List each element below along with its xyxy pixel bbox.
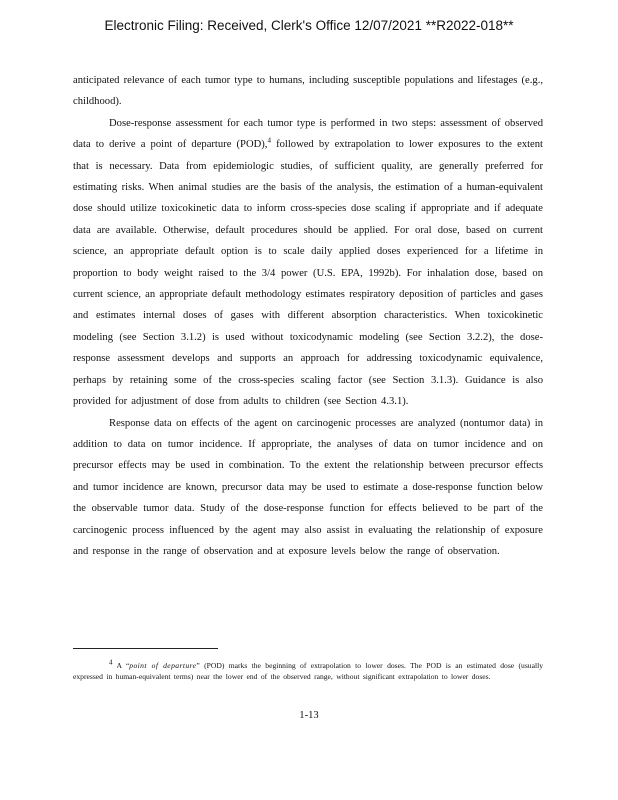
document-body	[73, 70, 543, 562]
footnote-term: point of departure	[129, 661, 197, 670]
footnote-text: A “	[112, 661, 130, 670]
footnote-divider	[73, 648, 218, 649]
paragraph-text: followed by extrapolation to lower exposures to the extent that is necessary. Data from epidemiologic studies, of sufficient quality, are generally preferred for estimating risks. When animal studies are the basis of the analysis, the estimation of a human-equivalent dose should utilize toxicokinetic data to inform cross-species dose scaling if appropriate and if adequate data are available. Otherwise, default procedures should be applied. For oral dose, based on current science, an appropriate default option is to scale daily applied doses experienced for a lifetime in proportion to body weight raised to the 3/4 power (U.S. EPA, 1992b). For inhalation dose, based on current science, an appropriate default methodology estimates respiratory deposition of particles and gases and estimates internal doses of gases with different absorption characteristics. When toxicokinetic modeling (see Section 3.1.2) is used without toxicodynamic modeling (see Section 3.2.2), the dose-response assessment develops and supports an approach for addressing toxicodynamic equivalence, perhaps by retaining some of the cross-species scaling factor (see Section 3.1.3). Guidance is also provided for adjustment of dose from adults to children (see Section 4.3.1).	[73, 139, 543, 408]
footnote-text: ” (POD) marks the beginning of extrapolation to lower doses. The POD is an estimated dose (usually expressed in human-equivalent terms) near the lower end of the observed range, without significant extrapolation to lower doses.	[73, 661, 543, 681]
paragraph-dose-response	[73, 113, 543, 413]
paragraph-text: Dose-response assessment for each tumor type is performed in two steps: assessment of observed data to derive a point of departure (POD),	[73, 117, 543, 151]
footnote	[73, 660, 543, 682]
footnote-marker: 4	[109, 658, 113, 667]
paragraph-continuation: anticipated relevance of each tumor type to humans, including susceptible populations and lifestages (e.g., childhood).	[73, 75, 543, 108]
page-number: 1-13	[299, 710, 319, 721]
filing-stamp-header: Electronic Filing: Received, Clerk's Office 12/07/2021 **R2022-018**	[104, 18, 514, 33]
paragraph-response-data: Response data on effects of the agent on carcinogenic processes are analyzed (nontumor data) in addition to data on tumor incidence. If appropriate, the analyses of data on tumor incidence and on precursor effects may be used in combination. To the extent the relationship between precursor effects and tumor incidence are known, precursor data may be used to estimate a dose-response function below the observable tumor data. Study of the dose-response function for effects believed to be part of the carcinogenic process influenced by the agent may also assist in evaluating the relationship of exposure and response in the range of observation and at exposure levels below the range of observation.	[73, 417, 543, 557]
footnote-reference[interactable]: 4	[267, 136, 271, 145]
